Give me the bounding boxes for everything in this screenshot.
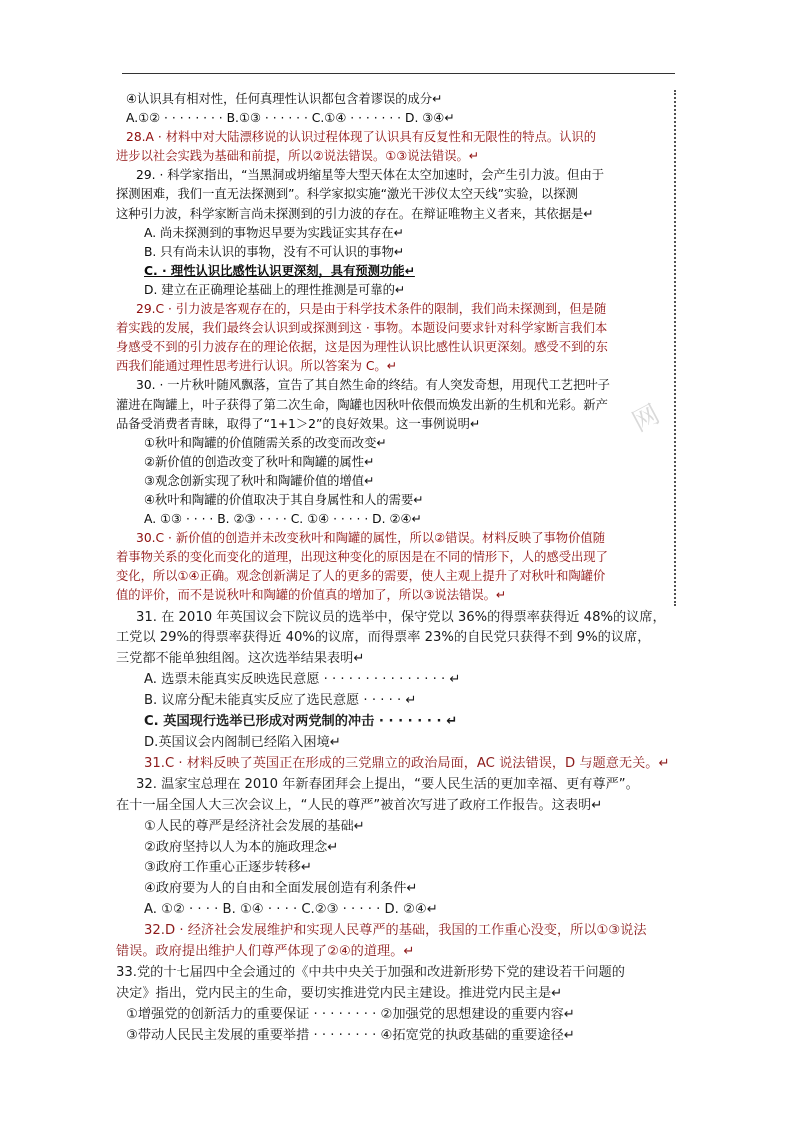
scanned-text-line: 着实践的发展，我们最终会认识到或探测到这 · 事物。本题设问要求针对科学家断言我们本 [116,321,608,336]
scanned-text-line: C. · 理性认识比感性认识更深刻，具有预测功能↵ [144,263,415,278]
scanned-text-line: 品备受消费者青睐，取得了“1+1＞2”的良好效果。这一事例说明↵ [116,416,481,431]
scanned-text-line: ④认识具有相对性，任何真理性认识都包含着谬误的成分↵ [126,92,443,106]
typed-text-line: A. 选票未能真实反映选民意愿 · · · · · · · · · · · · · · · ↵ [144,672,461,688]
scanned-text-line: 30. · 一片秋叶随风飘落，宣告了其自然生命的终结。有人突发奇想，用现代工艺把叶子 [136,378,610,393]
typed-text-line: 工党以 29%的得票率获得近 40%的议席，而得票率 23%的自民党只获得不到 9%的议席， [116,630,651,646]
scanned-text-line: 进步以社会实践为基础和前提，所以②说法错误。①③说法错误。↵ [116,149,480,164]
scanned-text-line: ④秋叶和陶罐的价值取决于其自身属性和人的需要↵ [144,492,424,507]
scanned-text-line: 29. · 科学家指出，“当黑洞或坍缩星等大型天体在太空加速时，会产生引力波。但由于 [136,168,605,183]
typed-text-line: ①增强党的创新活力的重要保证 · · · · · · · · ②加强党的思想建设的重要内容↵ [126,1006,575,1022]
scanned-text-line: A. 尚未探测到的事物迟早要为实践证实其存在↵ [144,225,404,240]
typed-text-line: 31.C · 材料反映了英国正在形成的三党鼎立的政治局面，AC 说法错误，D 与题意无关。↵ [144,755,670,771]
typed-section [116,608,676,1047]
typed-text-line: ②政府坚持以人为本的施政理念↵ [144,839,339,855]
typed-text-line: 33.党的十七届四中全会通过的《中共中央关于加强和改进新形势下党的建设若干问题的 [116,964,625,980]
typed-text-line: ①人民的尊严是经济社会发展的基础↵ [144,818,365,834]
typed-text-line: ③政府工作重心正逐步转移↵ [144,860,312,876]
typed-text-line: 32.D · 经济社会发展维护和实现人民尊严的基础，我国的工作重心没变，所以①③说法 [144,923,647,939]
typed-text-line: 在十一届全国人大三次会议上，“人民的尊严”被首次写进了政府工作报告。这表明↵ [116,797,603,813]
scanned-text-line: 29.C · 引力波是客观存在的，只是由于科学技术条件的限制，我们尚未探测到，但是随 [136,302,607,317]
scanned-text-line: ③观念创新实现了秋叶和陶罐价值的增值↵ [144,473,375,488]
typed-text-line: 决定》指出，党内民主的生命，要切实推进党内民主建设。推进党内民主是↵ [116,985,563,1001]
scanned-text-line: 灌进在陶罐上，叶子获得了第二次生命，陶罐也因秋叶依偎而焕发出新的生机和光彩。新产 [116,397,608,412]
typed-text-line: 三党都不能单独组阁。这次选举结果表明↵ [116,651,365,667]
typed-text-line: 错误。政府提出维护人们尊严体现了②④的道理。↵ [116,944,415,960]
header-rule [122,73,675,74]
scanned-text-line: 西我们能通过理性思考进行认识。所以答案为 C。↵ [116,359,398,374]
scanned-text-line: ②新价值的创造改变了秋叶和陶罐的属性↵ [144,454,375,469]
typed-text-line: ③带动人民民主发展的重要举措 · · · · · · · · ④拓宽党的执政基础的重要途径↵ [126,1027,575,1043]
scanned-text-line: 身感受不到的引力波存在的理论依据，这是因为理性认识比感性认识更深刻。感受不到的东 [116,340,608,355]
watermark: 网 [627,399,665,439]
scanned-text-line: ①秋叶和陶罐的价值随需关系的改变而改变↵ [144,435,387,450]
scanned-text-line: 这种引力波，科学家断言尚未探测到的引力波的存在。在辩证唯物主义者来，其依据是↵ [116,206,594,221]
scanned-text-line: 30.C · 新价值的创造并未改变秋叶和陶罐的属性，所以②错误。材料反映了事物价值随 [136,531,605,546]
typed-text-line: B. 议席分配未能真实反应了选民意愿 · · · · · ↵ [144,693,417,709]
scanned-text-line: A.①② · · · · · · · · B.①③ · · · · · · C.①④ · · · · · · · D. ③④↵ [126,111,455,126]
typed-text-line: A. ①② · · · · B. ①④ · · · · C.②③ · · · · · D. ②④↵ [144,902,438,918]
scanned-text-line: B. 只有尚未认识的事物，没有不可认识的事物↵ [144,244,405,259]
scanned-text-line: 28.A · 材料中对大陆漂移说的认识过程体现了认识具有反复性和无限性的特点。认识的 [126,130,597,145]
typed-text-line: 31. 在 2010 年英国议会下院议员的选举中，保守党以 36%的得票率获得近 48%的议席， [136,609,666,625]
typed-text-line: 32. 温家宝总理在 2010 年新春团拜会上提出，“要人民生活的更加幸福、更有尊严”。 [136,776,639,792]
typed-text-line: ④政府要为人的自由和全面发展创造有利条件↵ [144,881,418,897]
scanned-text-line: 探测困难，我们一直无法探测到”。科学家拟实施“激光干涉仪太空天线”实验，以探测 [116,187,578,202]
scanned-section [116,90,676,606]
scanned-text-line: 变化，所以①④正确。观念创新满足了人的更多的需要，使人主观上提升了对秋叶和陶罐价 [116,569,606,584]
typed-text-line: D.英国议会内阁制已经陷入困境↵ [144,734,341,750]
scanned-text-line: 值的评价，而不是说秋叶和陶罐的价值真的增加了，所以③说法错误。↵ [116,588,507,603]
scanned-text-line: D. 建立在正确理论基础上的理性推测是可靠的↵ [144,282,406,297]
scanned-text-line: 着事物关系的变化而变化的道理，出现这种变化的原因是在不同的情形下，人的感受出现了 [116,550,608,565]
document-page [116,90,676,1047]
typed-text-line: C. 英国现行选举已形成对两党制的冲击 · · · · · · · ↵ [144,714,458,730]
scanned-text-line: A. ①③ · · · · B. ②③ · · · · C. ①④ · · · · · D. ②④↵ [144,512,422,527]
